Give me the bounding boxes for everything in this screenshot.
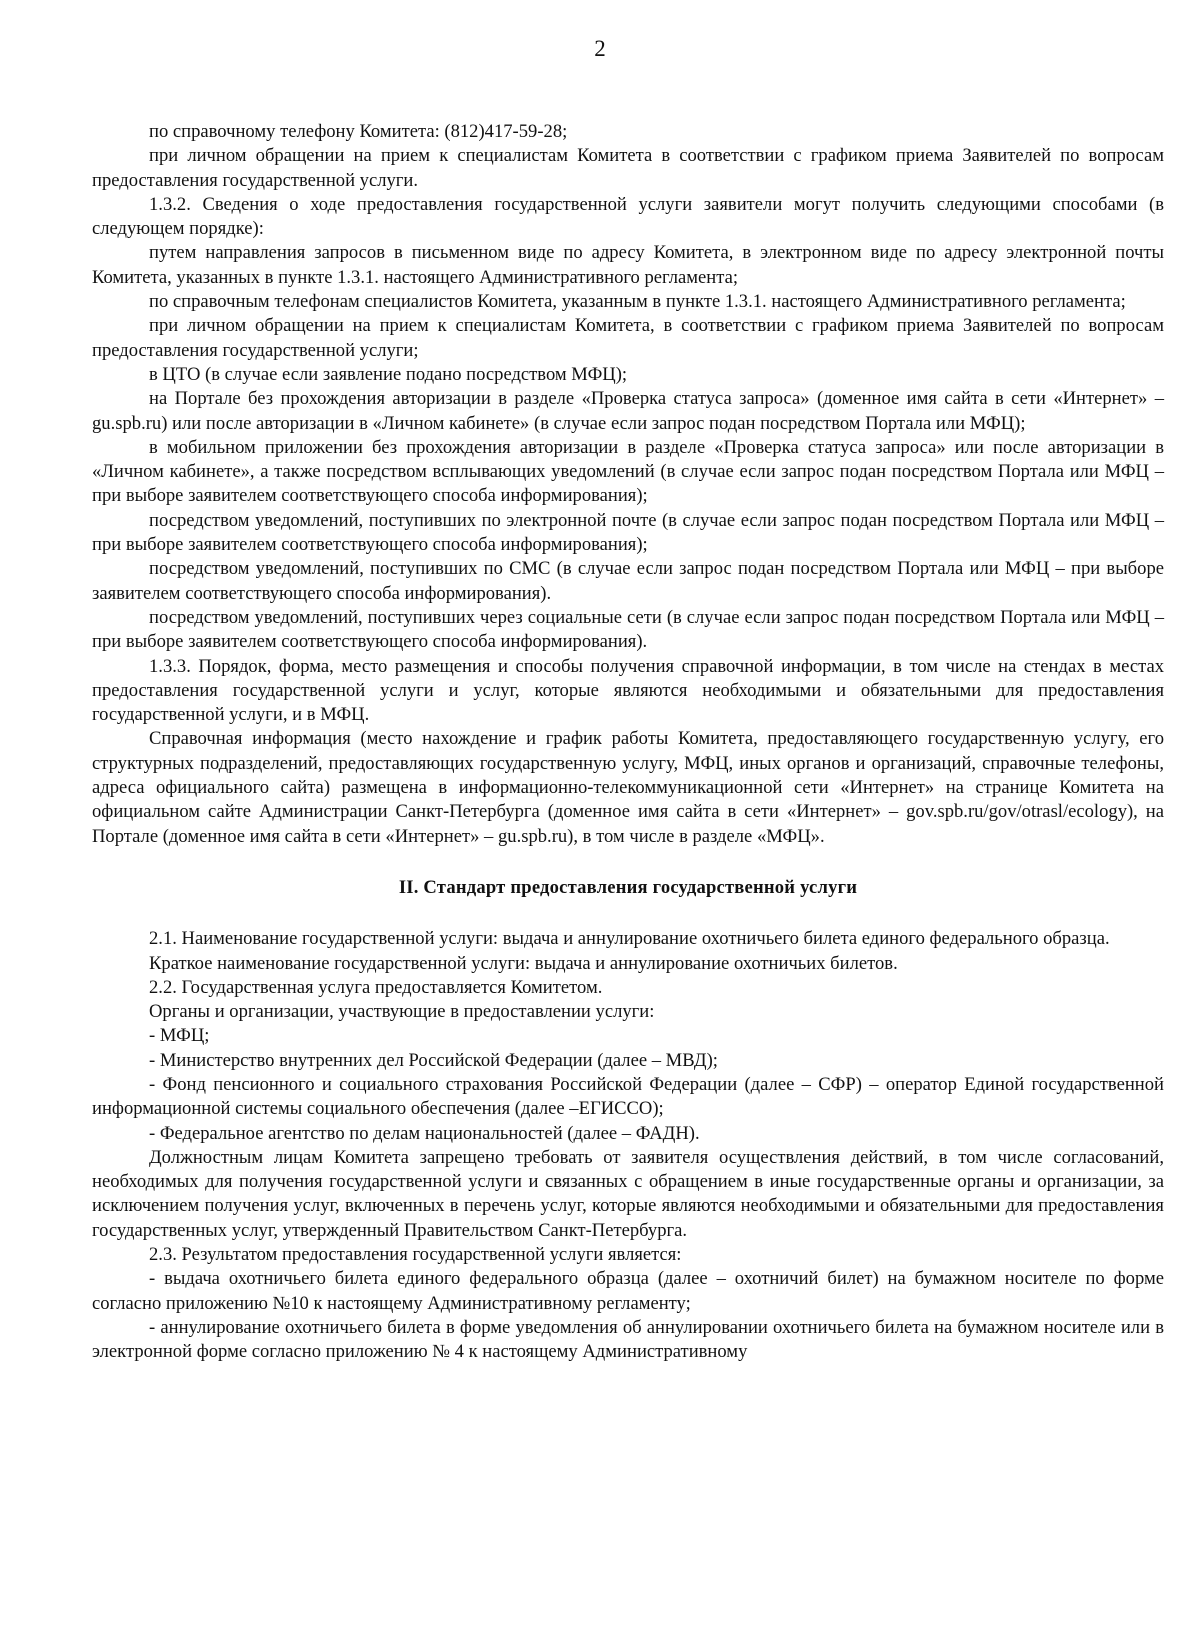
document-body xyxy=(92,120,1164,1365)
section-heading: II. Стандарт предоставления государственной услуги xyxy=(398,876,858,898)
paragraph: 2.1. Наименование государственной услуги: выдача и аннулирование охотничьего билета единого федерального образца. xyxy=(149,928,1110,950)
paragraph: 2.2. Государственная услуга предоставляется Комитетом. xyxy=(149,976,603,998)
paragraph: Краткое наименование государственной услуги: выдача и аннулирование охотничьих билетов. xyxy=(149,952,898,974)
paragraph: путем направления запросов в письменном виде по адресу Комитета, в электронном виде по адресу электронной почты Комитета, указанных в пункте 1.3.1. настоящего Административного регламента; xyxy=(92,242,1164,288)
paragraph: Должностным лицам Комитета запрещено требовать от заявителя осуществления действий, в том числе согласований, необходимых для получения государственной услуги и связанных с обращением в иные государственные органы и организации, за исключением получения услуг, включенных в перечень услуг, которые являются необходимыми и обязательными для предоставления государственных услуг, утвержденный Правительством Санкт-Петербурга. xyxy=(92,1146,1164,1241)
list-item: - Министерство внутренних дел Российской Федерации (далее – МВД); xyxy=(149,1049,718,1071)
list-item: - Федеральное агентство по делам национальностей (далее – ФАДН). xyxy=(149,1122,700,1144)
paragraph: посредством уведомлений, поступивших через социальные сети (в случае если запрос подан посредством Портала или МФЦ – при выборе заявителем соответствующего способа информирования). xyxy=(92,606,1164,653)
paragraph: в ЦТО (в случае если заявление подано посредством МФЦ); xyxy=(149,363,628,385)
paragraph: 1.3.2. Сведения о ходе предоставления государственной услуги заявители могут получить следующими способами (в следующем порядке): xyxy=(92,193,1164,240)
list-item: - Фонд пенсионного и социального страхования Российской Федерации (далее – СФР) – оператор Единой государственной информационной системы социального обеспечения (далее –ЕГИССО); xyxy=(92,1073,1164,1120)
list-item: - аннулирование охотничьего билета в форме уведомления об аннулировании охотничьего билета на бумажном носителе или в электронной форме согласно приложению № 4 к настоящему Административному xyxy=(92,1316,1164,1363)
paragraph: при личном обращении на прием к специалистам Комитета в соответствии с графиком приема Заявителей по вопросам предоставления государственной услуги. xyxy=(92,145,1164,191)
section-2-text xyxy=(92,927,1164,1364)
paragraph: посредством уведомлений, поступивших по СМС (в случае если запрос подан посредством Портала или МФЦ – при выборе заявителем соответствующего способа информирования). xyxy=(92,558,1164,604)
paragraph: на Портале без прохождения авторизации в разделе «Проверка статуса запроса» (доменное имя сайта в сети «Интернет» – gu.spb.ru) или после авторизации в «Личном кабинете» (в случае если запрос подан посредством Портала или МФЦ); xyxy=(92,388,1164,434)
paragraph: посредством уведомлений, поступивших по электронной почте (в случае если запрос подан посредством Портала или МФЦ – при выборе заявителем соответствующего способа информирования); xyxy=(92,509,1164,556)
paragraph: Справочная информация (место нахождение и график работы Комитета, предоставляющего государственную услугу, его структурных подразделений, предоставляющих государственную услугу, МФЦ, иных органов и организаций, справочные телефоны, адреса официального сайта) размещена в информационно-телекоммуникационной сети «Интернет» на странице Комитета на официальном сайте Администрации Санкт-Петербурга (доменное имя сайта в сети «Интернет» – gov.spb.ru/gov/otrasl/ecology), на Портале (доменное имя сайта в сети «Интернет» – gu.spb.ru), в том числе в разделе «МФЦ». xyxy=(92,728,1164,847)
paragraph: 2.3. Результатом предоставления государственной услуги является: xyxy=(149,1244,682,1266)
section-1-3-text xyxy=(92,120,1164,849)
paragraph: 1.3.3. Порядок, форма, место размещения и способы получения справочной информации, в том числе на стендах в местах предоставления государственной услуги и услуг, которые являются необходимыми и обязательными для предоставления государственной услуги, и в МФЦ. xyxy=(92,655,1164,726)
paragraph: при личном обращении на прием к специалистам Комитета, в соответствии с графиком приема Заявителей по вопросам предоставления государственной услуги; xyxy=(92,315,1164,361)
list-item: - выдача охотничьего билета единого федерального образца (далее – охотничий билет) на бумажном носителе по форме согласно приложению №10 к настоящему Административному регламенту; xyxy=(92,1268,1164,1314)
paragraph: по справочным телефонам специалистов Комитета, указанным в пункте 1.3.1. настоящего Административного регламента; xyxy=(149,291,1126,313)
list-item: - МФЦ; xyxy=(149,1025,210,1047)
page-number: 2 xyxy=(594,36,606,61)
paragraph: Органы и организации, участвующие в предоставлении услуги: xyxy=(149,1001,655,1023)
paragraph: по справочному телефону Комитета: (812)417-59-28; xyxy=(149,121,568,142)
paragraph: в мобильном приложении без прохождения авторизации в разделе «Проверка статуса запроса» или после авторизации в «Личном кабинете», а также посредством всплывающих уведомлений (в случае если запрос подан посредством Портала или МФЦ – при выборе заявителем соответствующего способа информирования); xyxy=(92,436,1164,507)
